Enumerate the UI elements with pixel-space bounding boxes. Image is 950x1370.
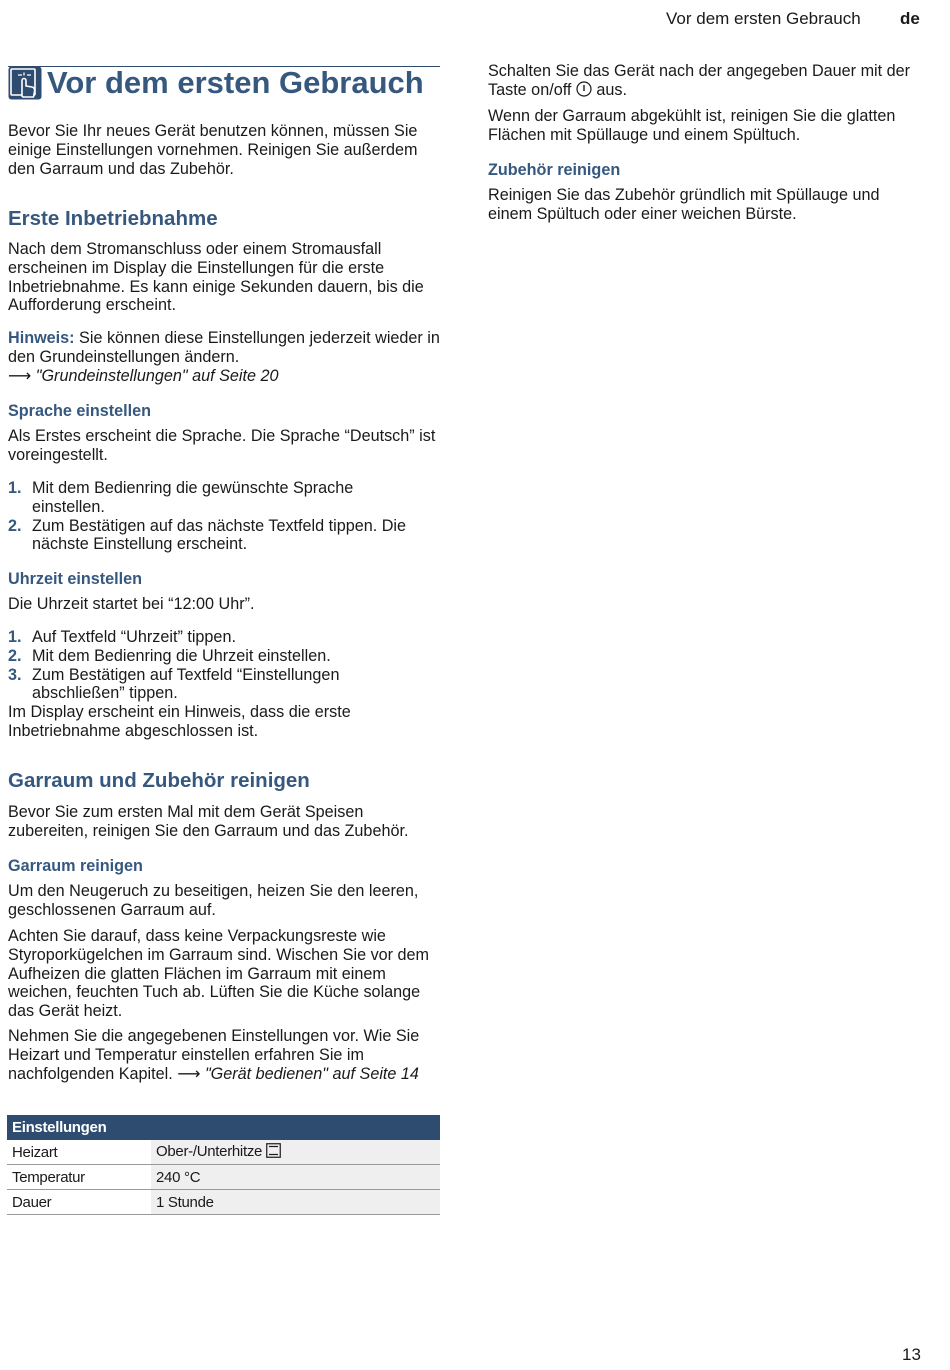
garraum-p3: Nehmen Sie die angegebenen Einstellungen vor. Wie Sie Heizart und Temperatur einstellen erfahren Sie im nachfolgenden Kapitel. ⟶ "Gerät bedienen" auf Seite 14	[8, 1027, 420, 1083]
uhrzeit-after: Im Display erscheint ein Hinweis, dass die erste Inbetriebnahme abgeschlossen ist.	[8, 703, 351, 740]
right-p1: Schalten Sie das Gerät nach der angegeben Dauer mit der Taste on/off aus.	[488, 62, 928, 102]
list-item: 3. Zum Bestätigen auf Textfeld “Einstellungen abschließen” tippen.	[8, 665, 340, 703]
sprache-body: Als Erstes erscheint die Sprache. Die Sprache “Deutsch” ist voreingestellt.	[8, 427, 436, 464]
language-code: de	[900, 9, 920, 28]
page-number: 13	[902, 1345, 921, 1364]
subsection-title-sprache: Sprache einstellen	[8, 402, 152, 420]
note	[8, 329, 440, 385]
table-cell-key: Temperatur	[7, 1165, 151, 1190]
chapter-title: Vor dem ersten Gebrauch	[47, 65, 424, 100]
settings-table	[7, 1115, 440, 1215]
subsection-title-uhrzeit: Uhrzeit einstellen	[8, 570, 143, 588]
list-item: 1. Mit dem Bedienring die gewünschte Sprache einstellen.	[8, 479, 354, 516]
cross-reference-link[interactable]: ⟶ "Grundeinstellungen" auf Seite 20	[8, 366, 279, 385]
table-cell-value: 240 °C	[151, 1165, 440, 1190]
right-p2: Wenn der Garraum abgekühlt ist, reinigen Sie die glatten Flächen mit Spüllauge und einem Spültuch.	[488, 107, 896, 144]
table-row	[7, 1140, 440, 1165]
table-cell-key: Heizart	[7, 1140, 151, 1165]
table-row	[7, 1190, 440, 1215]
note-label: Hinweis:	[8, 329, 75, 347]
zubehoer-body: Reinigen Sie das Zubehör gründlich mit Spüllauge und einem Spültuch oder einer weichen Bürste.	[488, 186, 880, 223]
section-title-garraum-zubehoer: Garraum und Zubehör reinigen	[8, 769, 310, 792]
sprache-steps	[8, 479, 428, 554]
settings-table-wrapper	[7, 1115, 440, 1215]
list-item: 1. Auf Textfeld “Uhrzeit” tippen.	[8, 628, 236, 646]
table-header: Einstellungen	[7, 1115, 440, 1140]
list-item: 2. Zum Bestätigen auf das nächste Textfeld tippen. Die nächste Einstellung erscheint.	[8, 516, 407, 554]
table-cell-key: Dauer	[7, 1190, 151, 1215]
running-title: Vor dem ersten Gebrauch	[666, 9, 861, 28]
garraum-p1: Um den Neugeruch zu beseitigen, heizen Sie den leeren, geschlossenen Garraum auf.	[8, 882, 419, 919]
table-row	[7, 1165, 440, 1190]
top-bottom-heat-icon	[266, 1143, 281, 1162]
arrow-right-icon: ⟶	[8, 366, 32, 385]
garraum-p2: Achten Sie darauf, dass keine Verpackungsreste wie Styroporkügelchen im Garraum sind. Wischen Sie vor dem Aufheizen die glatten Flächen im Garraum mit einem weichen, feuchten Tuch ab. Lüften Sie die Küche solange das Gerät heizt.	[8, 927, 430, 1021]
uhrzeit-body: Die Uhrzeit startet bei “12:00 Uhr”.	[8, 595, 255, 613]
list-item: 2. Mit dem Bedienring die Uhrzeit einstellen.	[8, 646, 331, 665]
cross-reference-link[interactable]: ⟶ "Gerät bedienen" auf Seite 14	[177, 1064, 419, 1083]
section-title-erste-inbetriebnahme: Erste Inbetriebnahme	[8, 207, 218, 230]
table-cell-value: 1 Stunde	[151, 1190, 440, 1215]
arrow-right-icon: ⟶	[177, 1064, 201, 1083]
chapter-intro: Bevor Sie Ihr neues Gerät benutzen können, müssen Sie einige Einstellungen vornehmen. Reinigen Sie außerdem den Garraum und das Zubehör.	[8, 122, 418, 178]
power-icon	[576, 81, 592, 102]
note-text: Sie können diese Einstellungen jederzeit wieder in den Grundeinstellungen ändern.	[8, 329, 440, 366]
section-body: Nach dem Stromanschluss oder einem Stromausfall erscheinen im Display die Einstellungen für die erste Inbetriebnahme. Es kann einige Sekunden dauern, bis die Aufforderung erscheint.	[8, 240, 424, 315]
subsection-title-garraum: Garraum reinigen	[8, 857, 143, 875]
table-cell-value: Ober-/Unterhitze	[151, 1140, 440, 1165]
hand-pointer-icon	[8, 66, 42, 100]
subsection-title-zubehoer: Zubehör reinigen	[488, 161, 621, 179]
uhrzeit-steps	[8, 628, 428, 703]
section2-intro: Bevor Sie zum ersten Mal mit dem Gerät Speisen zubereiten, reinigen Sie den Garraum und das Zubehör.	[8, 803, 409, 840]
